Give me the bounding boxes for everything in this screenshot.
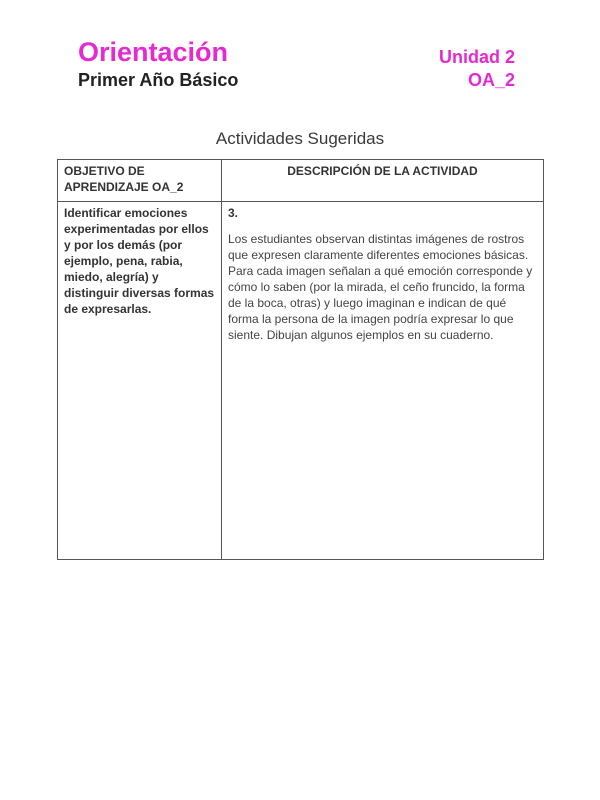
description-cell [222, 202, 544, 560]
table-header-row [58, 160, 544, 202]
subject-title: Orientación [78, 37, 229, 67]
course-title: Primer Año Básico [78, 70, 239, 90]
unit-label: Unidad 2 [438, 47, 515, 67]
objective-cell [58, 202, 222, 560]
table-row [58, 202, 544, 560]
oa-label: OA_2 [467, 70, 515, 90]
activity-number: 3. [228, 206, 239, 220]
activity-description: Los estudiantes observan distintas imágenes de rostros que expresen claramente diferentes emociones básicas. Para cada imagen señalan a qué emoción corresponde y cómo lo saben (por la mirada, el ceño fruncido, la forma de la boca, otras) y luego imaginan e indican de qué forma la persona de la imagen podría expresar lo que siente. Dibujan algunos ejemplos en su cuaderno. [228, 232, 533, 342]
objective-text: Identificar emociones experimentadas por ellos y por los demás (por ejemplo, pena, rabia, miedo, alegría) y distinguir diversas formas de expresarlas. [64, 206, 215, 316]
objective-column-header: OBJETIVO DE APRENDIZAJE OA_2 [58, 160, 222, 202]
activity-table [57, 159, 544, 560]
section-title: Actividades Sugeridas [215, 129, 385, 148]
description-column-header: DESCRIPCIÓN DE LA ACTIVIDAD [222, 160, 544, 202]
